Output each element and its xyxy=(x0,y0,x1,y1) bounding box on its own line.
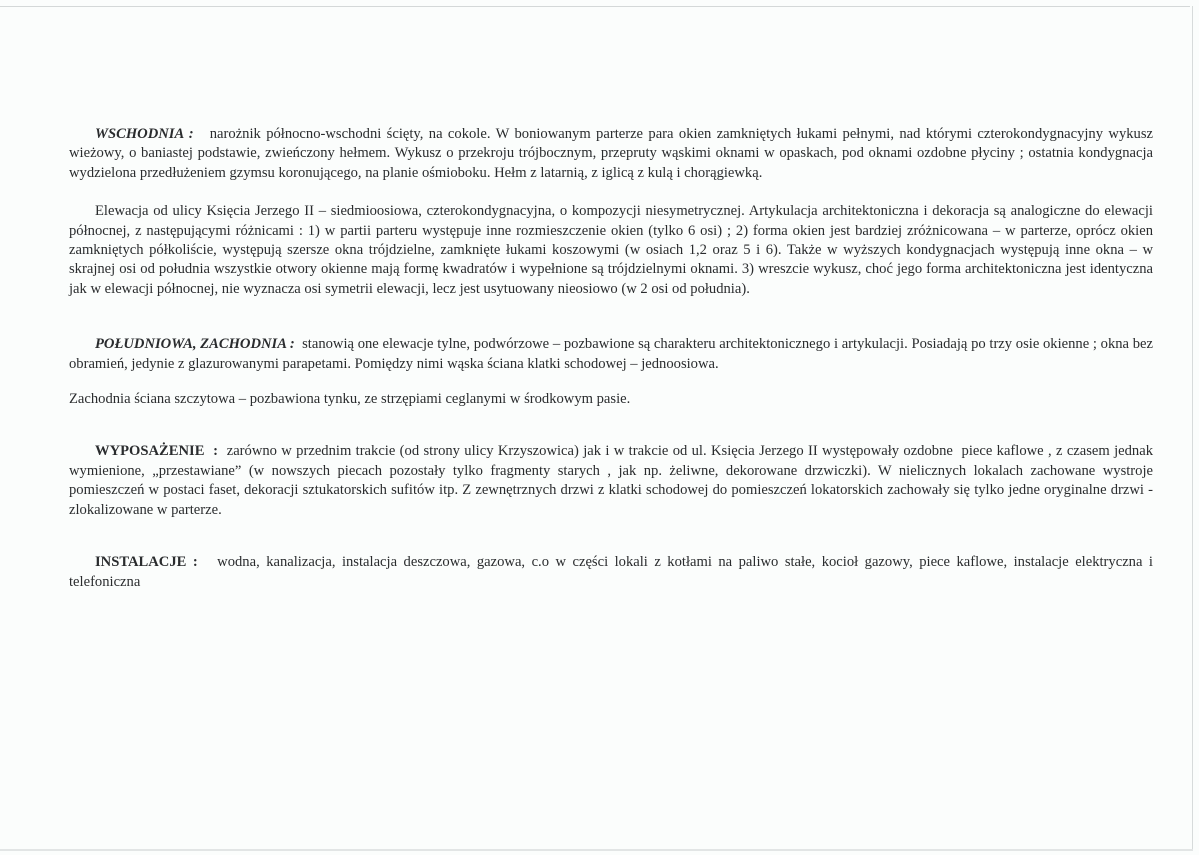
scan-page-edge-bottom xyxy=(0,849,1193,851)
section-heading: INSTALACJE : xyxy=(95,554,198,571)
section-heading: WSCHODNIA : xyxy=(95,126,194,142)
paragraph-elewacja-ksiecia-jerzego xyxy=(69,202,1153,299)
section-text: stanowią one elewacje tylne, podwórzowe – pozbawione są charakteru architektonicznego i artykulacji. Posiadają po trzy osie okienne ; okna bez obramień, jedynie z glazurowanymi parapetami. Pomiędzy nimi wąska ściana klatki schodowej – jednoosiowa. xyxy=(69,336,1157,372)
section-heading: POŁUDNIOWA, ZACHODNIA : xyxy=(95,336,295,353)
section-text: narożnik północno-wschodni ścięty, na cokole. W boniowanym parterze para okien zamkniętych łukami pełnymi, nad którymi czterokondygnacyjny wykusz wieżowy, o baniastej podstawie, zwieńczony hełmem. Wykusz o przekroju trójbocznym, przepruty wąskimi oknami w opaskach, pod oknami ozdobne płyciny ; ostatnia kondygnacja wydzielona przedłużeniem gzymsu koronującego, na planie ośmioboku. Hełm z latarnią, z iglicą z kulą i chorągiewką. xyxy=(69,126,1157,181)
scan-page-edge-top xyxy=(0,6,1190,7)
section-heading: WYPOSAŻENIE : xyxy=(95,443,219,460)
paragraph-zachodnia-sciana xyxy=(69,390,1153,409)
section-poludniowa-zachodnia xyxy=(69,335,1157,374)
spacer xyxy=(69,520,1153,553)
spacer xyxy=(69,183,1153,202)
paragraph-text: Zachodnia ściana szczytowa – pozbawiona tynku, ze strzępiami ceglanymi w środkowym pasie. xyxy=(69,391,631,408)
section-text: zarówno w przednim trakcie (od strony ulicy Krzyszowica) jak i w trakcie od ul. Księcia Jerzego II występowały ozdobne piece kaflowe , z czasem jednak wymienione, „przestawiane” (w nowszych piecach pozostały tylko fragmenty starych , jak np. żeliwne, dekorowane drzwiczki). W nielicznych lokalach zachowane wystroje pomieszczeń w postaci faset, dekoracji sztukatorskich sufitów itp. Z zewnętrznych drzwi z klatki schodowej do pomieszczeń lokatorskich zachowały się tylko jedne oryginalne drzwi - zlokalizowane w parterze. xyxy=(69,443,1157,518)
document-body xyxy=(69,125,1157,592)
paragraph-text: Elewacja od ulicy Księcia Jerzego II – siedmioosiowa, czterokondygnacyjna, o kompozycji niesymetrycznej. Artykulacja architektoniczna i dekoracja są analogiczne do elewacji północnej, z następującymi różnicami : 1) w partii parteru występuje inne rozmieszczenie okien (tylko 6 osi) ; 2) forma okien jest bardziej zróżnicowana – w parterze, oprócz okien zamkniętych półkoliście, występują szersze okna trójdzielne, zamknięte łukami koszowymi (w osiach 1,2 oraz 5 i 6). Także w wyższych kondygnacjach występują inne okna – w skrajnej osi od południa wszystkie otwory okienne mają formę kwadratów i wypełnione są trójdzielnymi oknami. 3) wreszcie wykusz, choć jego forma architektoniczna jest identyczna jak w elewacji północnej, nie wyznacza osi symetrii elewacji, lecz jest usytuowany nieosiowo (w 2 osi od południa). xyxy=(69,203,1153,297)
section-instalacje xyxy=(69,553,1157,592)
section-wyposazenie xyxy=(69,442,1157,520)
section-text: wodna, kanalizacja, instalacja deszczowa, gazowa, c.o w części lokali z kotłami na paliwo stałe, kocioł gazowy, piece kaflowe, instalacje elektryczna i telefoniczna xyxy=(69,554,1157,590)
spacer xyxy=(69,299,1153,335)
spacer xyxy=(69,374,1153,390)
scan-page-edge-right xyxy=(1192,6,1193,849)
spacer xyxy=(69,409,1153,442)
section-wschodnia xyxy=(69,125,1157,183)
